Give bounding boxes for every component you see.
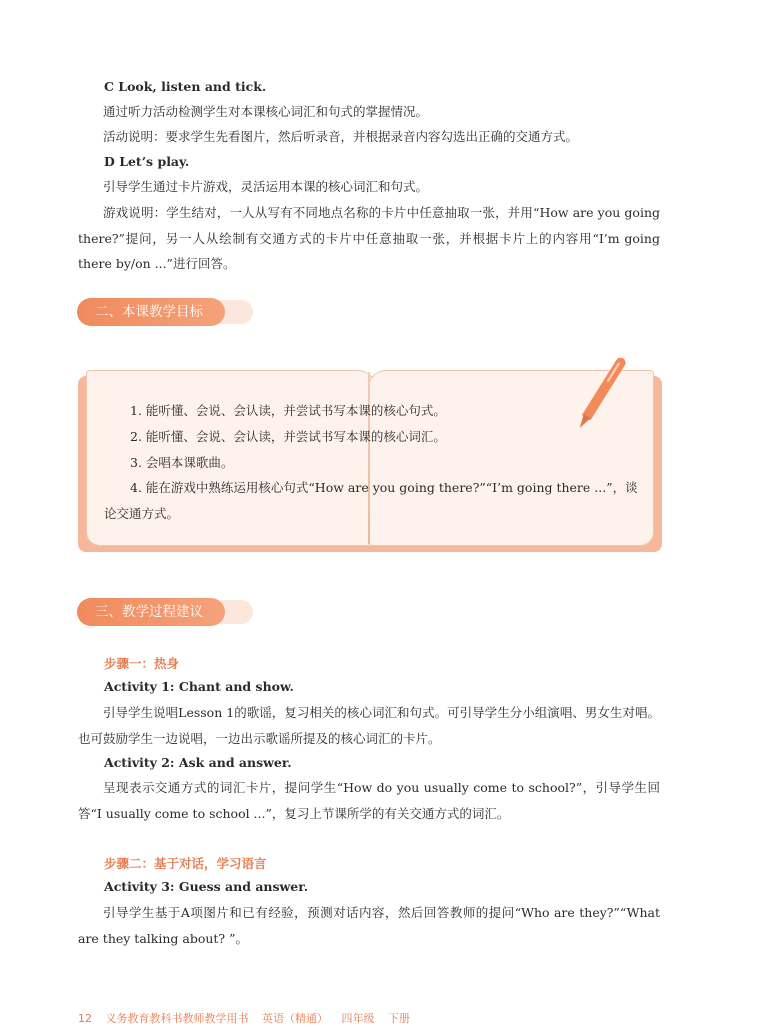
activity-1-heading: Activity 1: Chant and show. xyxy=(104,679,294,694)
activity-3-text: 引导学生基于A项图片和已有经验，预测对话内容，然后回答教师的提问“Who are they?”“What are they talking about? ”。 xyxy=(78,905,660,946)
activity-2-heading: Activity 2: Ask and answer. xyxy=(104,755,292,770)
section-d-heading: D Let’s play. xyxy=(104,154,190,169)
section-d-line1: 引导学生通过卡片游戏，灵活运用本课的核心词汇和句式。 xyxy=(103,179,429,194)
section-3-title-text: 三、教学过程建议 xyxy=(95,604,203,620)
page-footer xyxy=(78,1010,420,1026)
goal-item-2: 2. 能听懂、会说、会认读，并尝试书写本课的核心词汇。 xyxy=(130,429,446,444)
subject: 英语（精通） xyxy=(262,1012,328,1025)
goal-item-1: 1. 能听懂、会说、会认读，并尝试书写本课的核心句式。 xyxy=(130,403,446,418)
goal-item-3: 3. 会唱本课歌曲。 xyxy=(130,455,234,470)
section-c-line2: 活动说明：要求学生先看图片，然后听录音，并根据录音内容勾选出正确的交通方式。 xyxy=(103,129,579,144)
section-2-title-text: 二、本课教学目标 xyxy=(95,304,203,320)
activity-2-text: 呈现表示交通方式的词汇卡片，提问学生“How do you usually come to school?”，引导学生回答“I usually come to school ...”，复习上节课所学的有关交通方式的词汇。 xyxy=(78,780,660,821)
section-c-line1: 通过听力活动检测学生对本课核心词汇和句式的掌握情况。 xyxy=(103,104,429,119)
activity-1-text: 引导学生说唱Lesson 1的歌谣，复习相关的核心词汇和句式。可引导学生分小组演唱、男女生对唱。也可鼓励学生一边说唱，一边出示歌谣所提及的核心词汇的卡片。 xyxy=(78,705,660,746)
activity-3-heading: Activity 3: Guess and answer. xyxy=(104,879,309,894)
section-d-line2: 游戏说明：学生结对，一人从写有不同地点名称的卡片中任意抽取一张，并用“How are you going there?”提问，另一人从绘制有交通方式的卡片中任意抽取一张，并根据卡片上的内容用“I’m going there by/on ...”进行回答。 xyxy=(78,205,660,271)
step-1-title: 步骤一：热身 xyxy=(104,656,180,671)
book-title: 义务教育教科书教师教学用书 xyxy=(105,1012,249,1025)
volume: 下册 xyxy=(388,1012,410,1025)
section-3-title xyxy=(77,598,225,626)
grade: 四年级 xyxy=(341,1012,375,1025)
step-2-title: 步骤二：基于对话，学习语言 xyxy=(104,856,267,871)
section-2-title xyxy=(77,298,225,326)
goal-item-4: 4. 能在游戏中熟练运用核心句式“How are you going there?”“I’m going there ...”，谈论交通方式。 xyxy=(104,480,638,521)
section-c-heading: C Look, listen and tick. xyxy=(104,79,267,94)
page-number: 12 xyxy=(78,1012,92,1025)
